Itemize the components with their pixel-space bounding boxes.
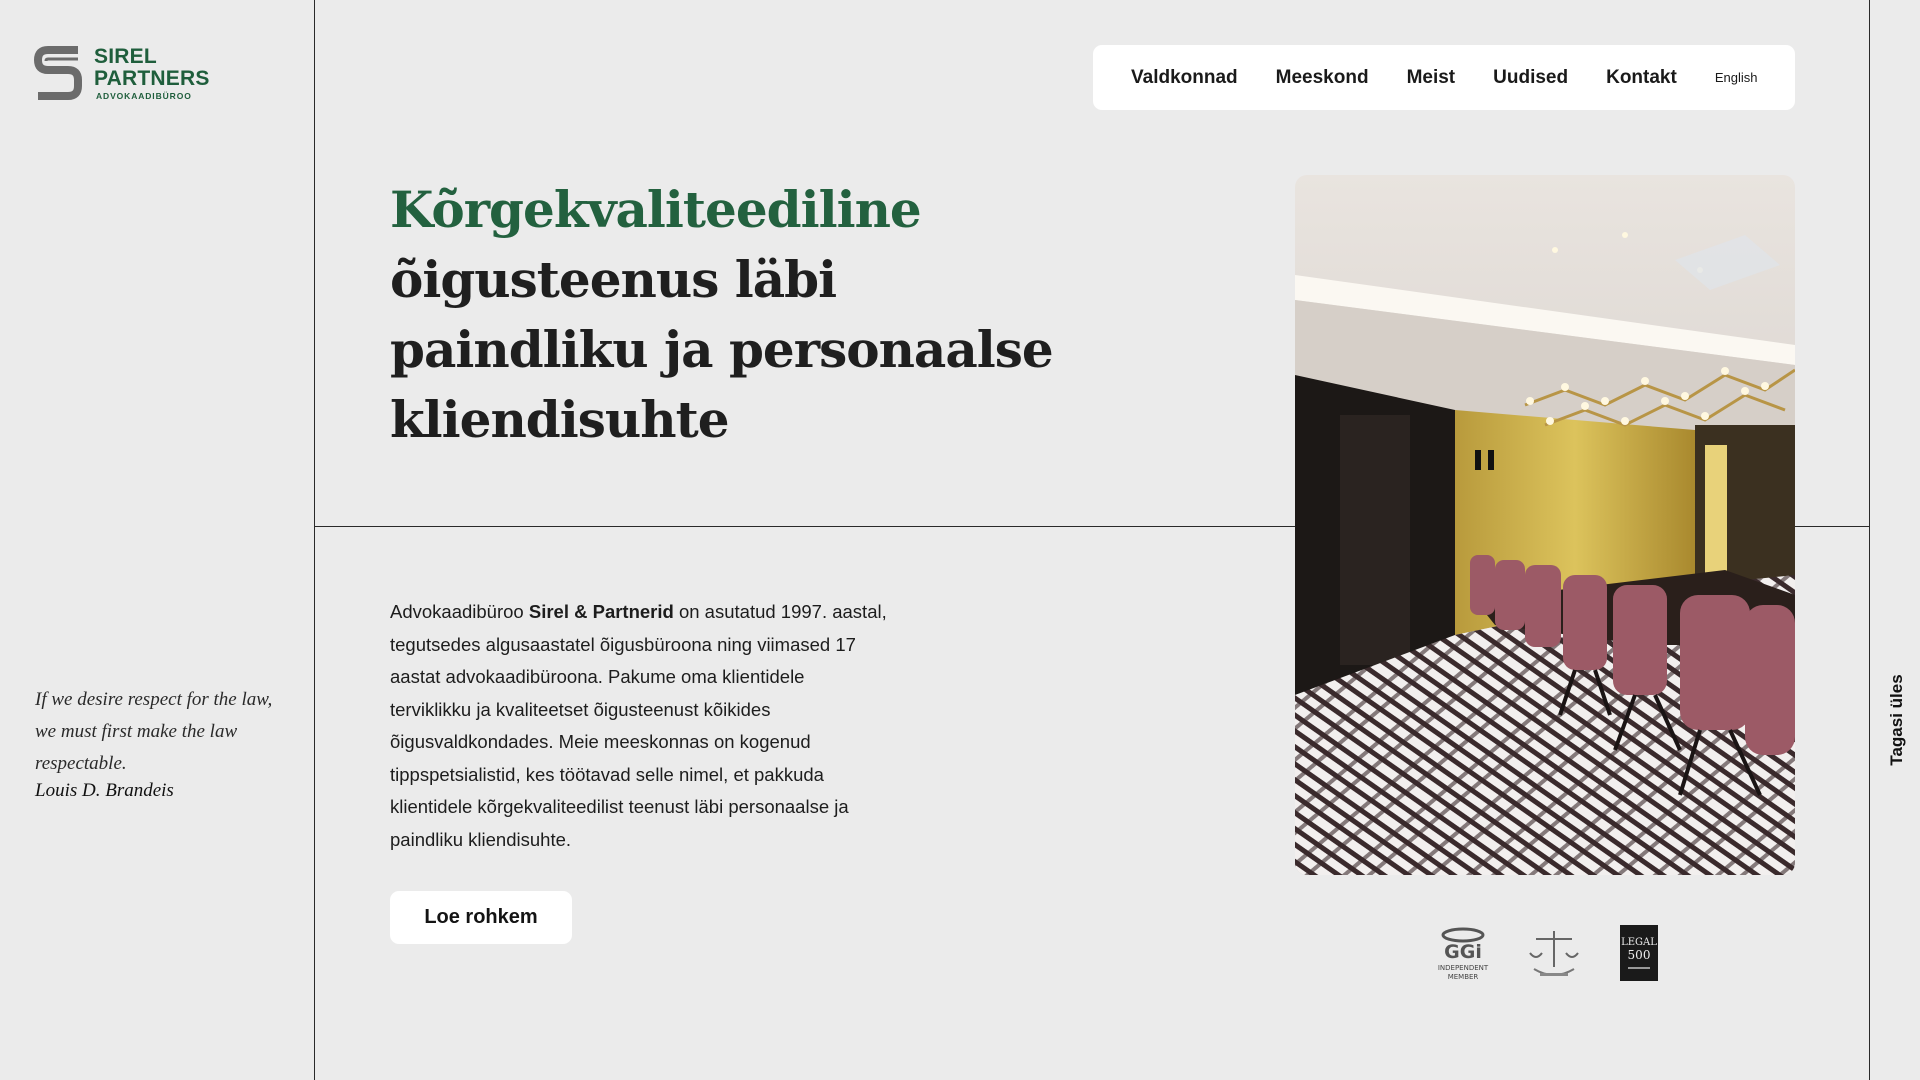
nav-item-uudised[interactable]: Uudised bbox=[1493, 66, 1569, 88]
logo-s-icon bbox=[34, 44, 82, 102]
main-navigation bbox=[1093, 45, 1795, 110]
brand-logo[interactable] bbox=[34, 44, 224, 104]
hero-headline-accent: Kõrgekvaliteediline bbox=[390, 180, 921, 239]
left-divider-line bbox=[314, 0, 315, 1080]
ggi-badge-label-line2: MEMBER bbox=[1447, 973, 1479, 981]
legal500-logo-icon bbox=[1620, 925, 1658, 981]
about-text-end: on asutatud 1997. aastal, tegutsedes algusaastatel õigusbüroona ning viimased 17 aastat advokaadibüroona. Pakume oma klientidele terviklikku ja kvaliteetset õigusteenust kõikides õigusvaldkondades. Meie meeskonnas on kogenud tippspetsialistid, kes töötavad selle nimel, et pakkuda klientidele kõrgekvaliteedilist teenust läbi personaalse ja paindliku kliendisuhte. bbox=[390, 601, 887, 850]
bar-association-badge bbox=[1526, 925, 1582, 988]
brand-subtitle: ADVOKAADIBÜROO bbox=[96, 91, 192, 101]
about-company-name: Sirel & Partnerid bbox=[528, 601, 674, 622]
back-to-top-link[interactable]: Tagasi üles bbox=[1887, 674, 1906, 766]
legal500-badge-line2: 500 bbox=[1627, 948, 1651, 962]
meeting-room-illustration bbox=[1295, 175, 1795, 875]
scales-emblem-icon bbox=[1526, 925, 1582, 983]
nav-item-meeskond[interactable]: Meeskond bbox=[1275, 66, 1369, 88]
nav-item-kontakt[interactable]: Kontakt bbox=[1606, 66, 1677, 88]
ggi-badge-label-line1: INDEPENDENT bbox=[1437, 964, 1489, 972]
hero-headline-rest: õigusteenus läbi paindliku ja personaalse kliendisuhte bbox=[390, 250, 1053, 449]
brand-name-line1: SIREL bbox=[94, 45, 157, 68]
membership-badges bbox=[1430, 925, 1660, 985]
read-more-button[interactable]: Loe rohkem bbox=[390, 891, 572, 944]
nav-item-valdkonnad[interactable]: Valdkonnad bbox=[1131, 66, 1238, 88]
language-switch[interactable]: English bbox=[1714, 70, 1758, 85]
office-meeting-room-photo bbox=[1295, 175, 1795, 875]
ggi-logo-icon bbox=[1434, 925, 1492, 983]
ggi-badge bbox=[1434, 925, 1492, 988]
ggi-badge-title: GGi bbox=[1444, 941, 1482, 963]
hero-headline bbox=[390, 175, 1090, 455]
quote-text: If we desire respect for the law, we must first make the law respectable. bbox=[35, 689, 273, 774]
brand-name-line2: PARTNERS bbox=[94, 67, 210, 90]
about-paragraph bbox=[390, 596, 890, 856]
nav-item-meist[interactable]: Meist bbox=[1406, 66, 1456, 88]
legal500-badge bbox=[1620, 925, 1658, 986]
legal500-badge-line1: LEGAL bbox=[1621, 937, 1657, 948]
right-divider-line bbox=[1869, 0, 1870, 1080]
quote-author: Louis D. Brandeis bbox=[35, 780, 174, 801]
about-text-start: Advokaadibüroo bbox=[390, 601, 529, 622]
brand-name bbox=[94, 46, 210, 90]
